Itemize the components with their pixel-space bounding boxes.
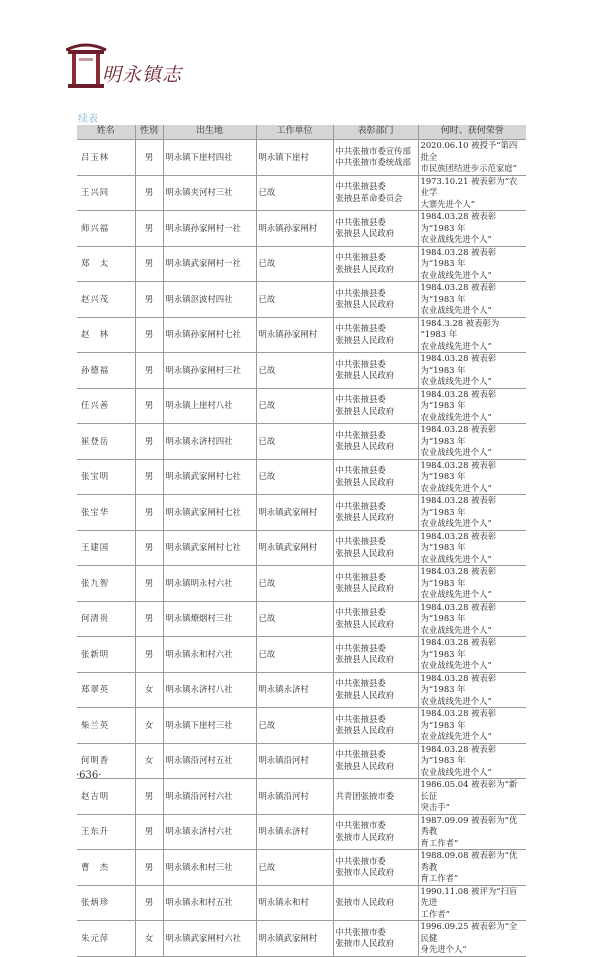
dept-cell bbox=[333, 850, 418, 886]
dept-line: 张掖市人民政府 bbox=[335, 897, 395, 907]
birthplace-cell: 明永镇永和村三社 bbox=[163, 850, 256, 886]
sex-cell: 男 bbox=[135, 388, 163, 424]
honor-line: 市民族团结进步示范家庭” bbox=[420, 163, 517, 173]
table-row bbox=[77, 282, 526, 318]
honor-line: 农业战线先进个人” bbox=[420, 269, 492, 280]
dept-line: 张掖县人民政府 bbox=[335, 441, 395, 452]
table-row bbox=[77, 921, 526, 957]
name-cell: 崔登岳 bbox=[77, 424, 135, 460]
workplace-cell: 已故 bbox=[256, 282, 333, 318]
honor-line: 农业战线先进个人” bbox=[420, 589, 492, 599]
honor-line: 1987.09.09 被表彰为“优秀教 bbox=[420, 814, 518, 836]
dept-line: 中共张掖县委 bbox=[335, 287, 386, 298]
honor-line: 1984.03.28 被表彰为“1983 年 bbox=[420, 388, 497, 410]
honor-cell bbox=[418, 424, 526, 460]
dept-line: 中共张掖县委 bbox=[335, 571, 386, 582]
honor-cell bbox=[418, 495, 526, 531]
name-cell: 张炳珍 bbox=[77, 885, 135, 921]
honor-line: 1973.10.21 被表彰为“农业学 bbox=[420, 175, 518, 197]
table-row bbox=[77, 175, 526, 211]
dept-line: 张掖县人民政府 bbox=[335, 760, 395, 771]
honor-cell bbox=[418, 282, 526, 318]
dept-line: 共青团张掖市委 bbox=[335, 790, 395, 801]
dept-line: 张掖县人民政府 bbox=[335, 476, 395, 487]
dept-cell bbox=[333, 353, 418, 389]
table-row bbox=[77, 637, 526, 673]
honor-line: 农业战线先进个人” bbox=[420, 766, 492, 777]
honor-line: 农业战线先进个人” bbox=[420, 482, 492, 493]
sex-cell: 女 bbox=[135, 921, 163, 957]
birthplace-cell: 明永镇下崖村三社 bbox=[163, 708, 256, 744]
sex-cell: 男 bbox=[135, 601, 163, 637]
honor-line: 1984.03.28 被表彰为“1983 年 bbox=[420, 566, 497, 588]
sex-cell: 女 bbox=[135, 743, 163, 779]
workplace-cell: 明永镇武家闸村 bbox=[256, 530, 333, 566]
dept-cell bbox=[333, 140, 418, 176]
table-row bbox=[77, 317, 526, 353]
dept-cell bbox=[333, 530, 418, 566]
birthplace-cell: 明永镇燎烟村三社 bbox=[163, 601, 256, 637]
honor-line: 农业战线先进个人” bbox=[420, 376, 492, 386]
sex-cell: 男 bbox=[135, 566, 163, 602]
workplace-cell: 已故 bbox=[256, 566, 333, 602]
name-cell: 郑 太 bbox=[77, 246, 135, 282]
dept-cell bbox=[333, 459, 418, 495]
birthplace-cell: 明永镇永济村八社 bbox=[163, 672, 256, 708]
workplace-cell: 已故 bbox=[256, 601, 333, 637]
workplace-cell: 已故 bbox=[256, 353, 333, 389]
birthplace-cell: 明永镇上崖村八社 bbox=[163, 388, 256, 424]
name-cell: 孙德福 bbox=[77, 353, 135, 389]
honor-cell bbox=[418, 566, 526, 602]
dept-line: 张掖县革命委员会 bbox=[335, 192, 403, 203]
birthplace-cell: 明永镇孙家闸村三社 bbox=[163, 353, 256, 389]
honor-cell bbox=[418, 743, 526, 779]
dept-cell bbox=[333, 495, 418, 531]
dept-line: 中共张掖县委 bbox=[335, 394, 386, 405]
sex-cell: 男 bbox=[135, 317, 163, 353]
honor-line: 1984.03.28 被表彰为“1983 年 bbox=[420, 672, 497, 694]
honor-cell bbox=[418, 814, 526, 850]
dept-cell bbox=[333, 637, 418, 673]
birthplace-cell: 明永镇沿河村六社 bbox=[163, 779, 256, 815]
honor-cell bbox=[418, 921, 526, 957]
workplace-cell: 明永镇孙家闸村 bbox=[256, 211, 333, 247]
sex-cell: 男 bbox=[135, 637, 163, 673]
honor-cell bbox=[418, 317, 526, 353]
table-row bbox=[77, 388, 526, 424]
dept-line: 中共张掖市委统战部 bbox=[335, 157, 411, 168]
honor-line: 农业战线先进个人” bbox=[420, 305, 492, 315]
dept-cell bbox=[333, 814, 418, 850]
honor-line: 1984.03.28 被表彰为“1983 年 bbox=[420, 211, 497, 233]
honor-line: 1984.03.28 被表彰为“1983 年 bbox=[420, 459, 497, 481]
honor-line: 1984.03.28 被表彰为“1983 年 bbox=[420, 601, 497, 623]
birthplace-cell: 明永镇孙家闸村七社 bbox=[163, 317, 256, 353]
honor-cell bbox=[418, 672, 526, 708]
workplace-cell: 已故 bbox=[256, 708, 333, 744]
dept-line: 张掖市人民政府 bbox=[335, 867, 395, 878]
table-row bbox=[77, 566, 526, 602]
dept-cell bbox=[333, 175, 418, 211]
honor-cell bbox=[418, 211, 526, 247]
name-cell: 任兴善 bbox=[77, 388, 135, 424]
honor-line: 1984.03.28 被表彰为“1983 年 bbox=[420, 495, 497, 517]
continuation-label: 续表 bbox=[78, 114, 98, 125]
sex-cell: 男 bbox=[135, 459, 163, 495]
dept-cell bbox=[333, 424, 418, 460]
honor-line: 1984.03.28 被表彰为“1983 年 bbox=[420, 637, 497, 659]
sex-cell: 男 bbox=[135, 530, 163, 566]
honor-cell bbox=[418, 779, 526, 815]
sex-cell: 男 bbox=[135, 282, 163, 318]
dept-line: 张掖市人民政府 bbox=[335, 831, 395, 842]
honor-line: 农业战线先进个人” bbox=[420, 518, 492, 528]
sex-cell: 男 bbox=[135, 779, 163, 815]
table-row bbox=[77, 530, 526, 566]
dept-line: 中共张掖县委 bbox=[335, 216, 386, 227]
honor-line: 农业战线先进个人” bbox=[420, 411, 492, 422]
sex-cell: 男 bbox=[135, 814, 163, 850]
table-row bbox=[77, 211, 526, 247]
birthplace-cell: 明永镇永和村五社 bbox=[163, 885, 256, 921]
name-cell: 何明香 bbox=[77, 743, 135, 779]
dept-line: 张掖市人民政府 bbox=[335, 938, 395, 949]
dept-line: 张掖县人民政府 bbox=[335, 689, 395, 700]
column-header: 性别 bbox=[135, 125, 163, 140]
honor-line: 1988.09.08 被表彰为“优秀教 bbox=[420, 850, 518, 872]
dept-line: 中共张掖县委 bbox=[335, 642, 386, 653]
honor-cell bbox=[418, 140, 526, 176]
workplace-cell: 明永镇下崖村 bbox=[256, 140, 333, 176]
dept-cell bbox=[333, 388, 418, 424]
birthplace-cell: 明永镇武家闸村七社 bbox=[163, 530, 256, 566]
honor-line: 1984.03.28 被表彰为“1983 年 bbox=[420, 282, 497, 304]
table-row bbox=[77, 601, 526, 637]
honor-cell bbox=[418, 637, 526, 673]
birthplace-cell: 明永镇武家闸村六社 bbox=[163, 921, 256, 957]
name-cell: 张宝明 bbox=[77, 459, 135, 495]
dept-line: 张掖县人民政府 bbox=[335, 263, 395, 274]
name-cell: 王建国 bbox=[77, 530, 135, 566]
table-row bbox=[77, 850, 526, 886]
honor-line: 大寨先进个人” bbox=[420, 198, 476, 209]
dept-cell bbox=[333, 921, 418, 957]
honor-cell bbox=[418, 850, 526, 886]
birthplace-cell: 明永镇永济村六社 bbox=[163, 814, 256, 850]
honor-line: 农业战线先进个人” bbox=[420, 660, 492, 670]
birthplace-cell: 明永镇沤波村四社 bbox=[163, 282, 256, 318]
dept-line: 中共张掖市委 bbox=[335, 855, 386, 866]
honor-line: 1984.3.28 被表彰为 “1983 年 bbox=[420, 317, 500, 339]
sex-cell: 男 bbox=[135, 175, 163, 211]
dept-line: 中共张掖县委 bbox=[335, 465, 386, 476]
honor-line: 1984.03.28 被表彰为“1983 年 bbox=[420, 353, 497, 375]
dept-cell bbox=[333, 743, 418, 779]
honor-line: 农业战线先进个人” bbox=[420, 624, 492, 635]
dept-line: 张掖县人民政府 bbox=[335, 583, 395, 594]
birthplace-cell: 明永镇孙家闸村一社 bbox=[163, 211, 256, 247]
honor-line: 农业战线先进个人” bbox=[420, 234, 492, 244]
honor-line: 工作者” bbox=[420, 908, 450, 919]
name-cell: 赵吉明 bbox=[77, 779, 135, 815]
dept-line: 中共张掖县委 bbox=[335, 607, 386, 618]
sex-cell: 男 bbox=[135, 246, 163, 282]
honor-line: 育工作者” bbox=[420, 873, 459, 883]
name-cell: 朱元萍 bbox=[77, 921, 135, 957]
column-header: 表彰部门 bbox=[333, 125, 418, 140]
table-row bbox=[77, 495, 526, 531]
dept-line: 张掖县人民政府 bbox=[335, 725, 395, 736]
honor-line: 1990.11.08 被评为“扫盲先进 bbox=[420, 885, 518, 907]
table-row bbox=[77, 353, 526, 389]
name-cell: 张九智 bbox=[77, 566, 135, 602]
honor-line: 农业战线先进个人” bbox=[420, 447, 492, 457]
workplace-cell: 已故 bbox=[256, 850, 333, 886]
name-cell: 张宝华 bbox=[77, 495, 135, 531]
honor-line: 1984.03.28 被表彰为“1983 年 bbox=[420, 246, 497, 268]
workplace-cell: 明永镇沿河村 bbox=[256, 779, 333, 815]
workplace-cell: 明永镇孙家闸村 bbox=[256, 317, 333, 353]
honor-cell bbox=[418, 459, 526, 495]
name-cell: 柴兰英 bbox=[77, 708, 135, 744]
table-row bbox=[77, 424, 526, 460]
table-row bbox=[77, 743, 526, 779]
honor-line: 农业战线先进个人” bbox=[420, 695, 492, 706]
name-cell: 吕玉林 bbox=[77, 140, 135, 176]
dept-cell bbox=[333, 601, 418, 637]
dept-line: 中共张掖县委 bbox=[335, 429, 386, 440]
sex-cell: 男 bbox=[135, 850, 163, 886]
dept-line: 中共张掖市委 bbox=[335, 926, 386, 937]
dept-cell bbox=[333, 211, 418, 247]
dept-cell bbox=[333, 885, 418, 921]
sex-cell: 男 bbox=[135, 211, 163, 247]
honor-line: 农业战线先进个人” bbox=[420, 340, 492, 351]
table-row bbox=[77, 885, 526, 921]
dept-line: 张掖县人民政府 bbox=[335, 334, 395, 345]
sex-cell: 女 bbox=[135, 672, 163, 708]
birthplace-cell: 明永镇永和村六社 bbox=[163, 637, 256, 673]
table-row bbox=[77, 246, 526, 282]
sex-cell: 男 bbox=[135, 885, 163, 921]
workplace-cell: 已故 bbox=[256, 246, 333, 282]
table-row bbox=[77, 140, 526, 176]
dept-line: 中共张掖县委 bbox=[335, 181, 386, 192]
honor-cell bbox=[418, 530, 526, 566]
workplace-cell: 明永镇武家闸村 bbox=[256, 921, 333, 957]
birthplace-cell: 明永镇下崖村四社 bbox=[163, 140, 256, 176]
dept-line: 张掖县人民政府 bbox=[335, 405, 395, 416]
sex-cell: 男 bbox=[135, 353, 163, 389]
name-cell: 何清贵 bbox=[77, 601, 135, 637]
name-cell: 赵 林 bbox=[77, 317, 135, 353]
dept-line: 中共张掖县委 bbox=[335, 536, 386, 547]
workplace-cell: 已故 bbox=[256, 175, 333, 211]
dept-line: 中共张掖市委宣传部 bbox=[335, 145, 411, 156]
dept-cell bbox=[333, 246, 418, 282]
dept-line: 中共张掖县委 bbox=[335, 678, 386, 689]
honor-line: 农业战线先进个人” bbox=[420, 731, 492, 741]
sex-cell: 男 bbox=[135, 140, 163, 176]
table-header-row bbox=[77, 125, 526, 140]
honor-line: 1986.05.04 被表彰为“新长征 bbox=[420, 779, 518, 801]
workplace-cell: 明永镇沿河村 bbox=[256, 743, 333, 779]
table-row bbox=[77, 672, 526, 708]
honor-line: 2020.06.10 被授予“第四批全 bbox=[420, 140, 518, 162]
honor-cell bbox=[418, 246, 526, 282]
honor-cell bbox=[418, 885, 526, 921]
workplace-cell: 明永镇武家闸村 bbox=[256, 495, 333, 531]
page-header bbox=[66, 38, 196, 94]
table-row bbox=[77, 814, 526, 850]
column-header: 姓名 bbox=[77, 125, 135, 140]
sex-cell: 男 bbox=[135, 495, 163, 531]
table-row bbox=[77, 459, 526, 495]
table-row bbox=[77, 708, 526, 744]
workplace-cell: 已故 bbox=[256, 637, 333, 673]
honor-line: 1984.03.28 被表彰为“1983 年 bbox=[420, 743, 497, 765]
workplace-cell: 已故 bbox=[256, 388, 333, 424]
birthplace-cell: 明永镇武家闸村七社 bbox=[163, 495, 256, 531]
name-cell: 师兴福 bbox=[77, 211, 135, 247]
name-cell: 赵兴茂 bbox=[77, 282, 135, 318]
dept-line: 中共张掖市委 bbox=[335, 820, 386, 831]
dept-cell bbox=[333, 317, 418, 353]
birthplace-cell: 明永镇沿河村五社 bbox=[163, 743, 256, 779]
birthplace-cell: 明永镇明永村六社 bbox=[163, 566, 256, 602]
dept-line: 中共张掖县委 bbox=[335, 500, 386, 511]
dept-line: 中共张掖县委 bbox=[335, 358, 386, 369]
birthplace-cell: 明永镇武家闸村七社 bbox=[163, 459, 256, 495]
honor-line: 1984.03.28 被表彰为“1983 年 bbox=[420, 708, 497, 730]
sex-cell: 男 bbox=[135, 424, 163, 460]
honor-table bbox=[77, 125, 526, 957]
dept-cell bbox=[333, 672, 418, 708]
table-row bbox=[77, 779, 526, 815]
dept-line: 张掖县人民政府 bbox=[335, 512, 395, 523]
column-header: 何时、获何荣誉 bbox=[418, 125, 526, 140]
dept-line: 张掖县人民政府 bbox=[335, 370, 395, 381]
dept-cell bbox=[333, 566, 418, 602]
honor-cell bbox=[418, 388, 526, 424]
honor-line: 育工作者” bbox=[420, 837, 459, 848]
dept-line: 中共张掖县委 bbox=[335, 713, 386, 724]
dept-line: 张掖县人民政府 bbox=[335, 299, 395, 310]
table-body bbox=[77, 140, 526, 957]
sex-cell: 女 bbox=[135, 708, 163, 744]
honor-line: 身先进个人” bbox=[420, 944, 467, 954]
birthplace-cell: 明永镇武家闸村一社 bbox=[163, 246, 256, 282]
workplace-cell: 明永镇永济村 bbox=[256, 814, 333, 850]
honor-cell bbox=[418, 175, 526, 211]
birthplace-cell: 明永镇夹河村三社 bbox=[163, 175, 256, 211]
workplace-cell: 明永镇永和村 bbox=[256, 885, 333, 921]
honor-line: 农业战线先进个人” bbox=[420, 553, 492, 564]
dept-line: 张掖县人民政府 bbox=[335, 547, 395, 558]
honor-cell bbox=[418, 708, 526, 744]
dept-cell bbox=[333, 282, 418, 318]
dept-line: 张掖县人民政府 bbox=[335, 654, 395, 665]
dept-cell bbox=[333, 779, 418, 815]
column-header: 工作单位 bbox=[256, 125, 333, 140]
dept-line: 张掖县人民政府 bbox=[335, 228, 395, 239]
workplace-cell: 已故 bbox=[256, 424, 333, 460]
dept-line: 中共张掖县委 bbox=[335, 323, 386, 334]
dept-line: 张掖县人民政府 bbox=[335, 618, 395, 629]
birthplace-cell: 明永镇永济村四社 bbox=[163, 424, 256, 460]
dept-line: 中共张掖县委 bbox=[335, 749, 386, 760]
honor-cell bbox=[418, 353, 526, 389]
workplace-cell: 明永镇永济村 bbox=[256, 672, 333, 708]
name-cell: 郑翠英 bbox=[77, 672, 135, 708]
workplace-cell: 已故 bbox=[256, 459, 333, 495]
honor-cell bbox=[418, 601, 526, 637]
name-cell: 王东升 bbox=[77, 814, 135, 850]
honor-line: 1984.03.28 被表彰为“1983 年 bbox=[420, 424, 497, 446]
name-cell: 王兴同 bbox=[77, 175, 135, 211]
honor-line: 1984.03.28 被表彰为“1983 年 bbox=[420, 530, 497, 552]
honor-line: 突击手” bbox=[420, 802, 450, 812]
honor-line: 1996.09.25 被表彰为“全民健 bbox=[420, 921, 518, 943]
dept-line: 中共张掖县委 bbox=[335, 252, 386, 263]
name-cell: 张新明 bbox=[77, 637, 135, 673]
header-title: 明永镇志 bbox=[102, 64, 183, 86]
dept-cell bbox=[333, 708, 418, 744]
column-header: 出生地 bbox=[163, 125, 256, 140]
name-cell: 曹 杰 bbox=[77, 850, 135, 886]
page-number: ·636· bbox=[76, 770, 102, 781]
